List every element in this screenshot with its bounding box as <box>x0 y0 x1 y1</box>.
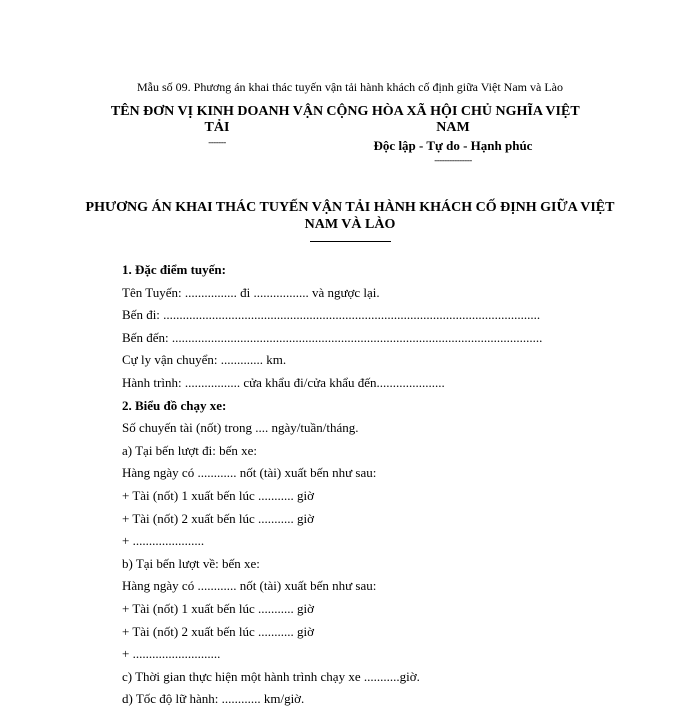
return-trip1-line: + Tài (nốt) 1 xuất bến lúc ........... giờ <box>122 600 314 616</box>
outbound-more-line: + ...................... <box>122 533 205 549</box>
form-number: Mẫu số 09. Phương án khai thác tuyến vận tải hành khách cố định giữa Việt Nam và Lào <box>137 80 563 94</box>
outbound-daily-line: Hàng ngày có ............ nốt (tài) xuất bến như sau: <box>122 465 377 481</box>
national-title-line2: NAM <box>436 120 470 135</box>
outbound-trip2-line: + Tài (nốt) 2 xuất bến lúc ........... giờ <box>122 510 314 526</box>
outbound-trip1-line: + Tài (nốt) 1 xuất bến lúc ........... giờ <box>122 487 314 503</box>
title-underline <box>310 241 391 242</box>
return-daily-line: Hàng ngày có ............ nốt (tài) xuất bến như sau: <box>122 578 377 594</box>
section-heading-route: 1. Đặc điểm tuyến: <box>122 262 226 277</box>
national-divider: --------------- <box>434 155 472 165</box>
route-name-line: Tên Tuyến: ................ đi ................. và ngược lại. <box>122 284 380 300</box>
itinerary-line: Hành trình: ................. cửa khẩu đi/cửa khẩu đến..................... <box>122 374 445 390</box>
trip-duration-line: c) Thời gian thực hiện một hành trình chạy xe ...........giờ. <box>122 668 420 684</box>
company-name-line1: TÊN ĐƠN VỊ KINH DOANH VẬN <box>110 104 324 119</box>
arrival-station-line: Bến đến: .................................................................................................................. <box>122 329 543 345</box>
travel-speed-line: d) Tốc độ lữ hành: ............ km/giờ. <box>122 691 305 707</box>
company-divider: ------- <box>208 137 226 147</box>
return-station-line: b) Tại bến lượt về: bến xe: <box>122 555 260 571</box>
national-title-line1: CỘNG HÒA XÃ HỘI CHỦ NGHĨA VIỆT <box>326 104 580 119</box>
company-name-block <box>92 104 342 148</box>
departure-station-line: Bến đi: .................................................................................................................... <box>122 307 541 323</box>
return-more-line: + ........................... <box>122 646 221 662</box>
section-heading-schedule: 2. Biểu đồ chạy xe: <box>122 397 227 413</box>
company-name-line2: TẢI <box>204 120 230 135</box>
return-trip2-line: + Tài (nốt) 2 xuất bến lúc ........... giờ <box>122 623 314 639</box>
national-motto: Độc lập - Tự do - Hạnh phúc <box>373 138 533 153</box>
document-title <box>70 199 630 233</box>
outbound-station-line: a) Tại bến lượt đi: bến xe: <box>122 442 257 458</box>
document-body <box>122 259 602 711</box>
document-title-line1: PHƯƠNG ÁN KHAI THÁC TUYẾN VẬN TẢI HÀNH KHÁCH CỐ ĐỊNH GIỮA VIỆT <box>85 200 615 215</box>
trip-count-line: Số chuyến tài (nốt) trong .... ngày/tuần/tháng. <box>122 420 359 436</box>
document-title-line2: NAM VÀ LÀO <box>304 217 396 232</box>
national-header-block <box>322 104 584 166</box>
distance-line: Cự ly vận chuyển: ............. km. <box>122 352 287 368</box>
